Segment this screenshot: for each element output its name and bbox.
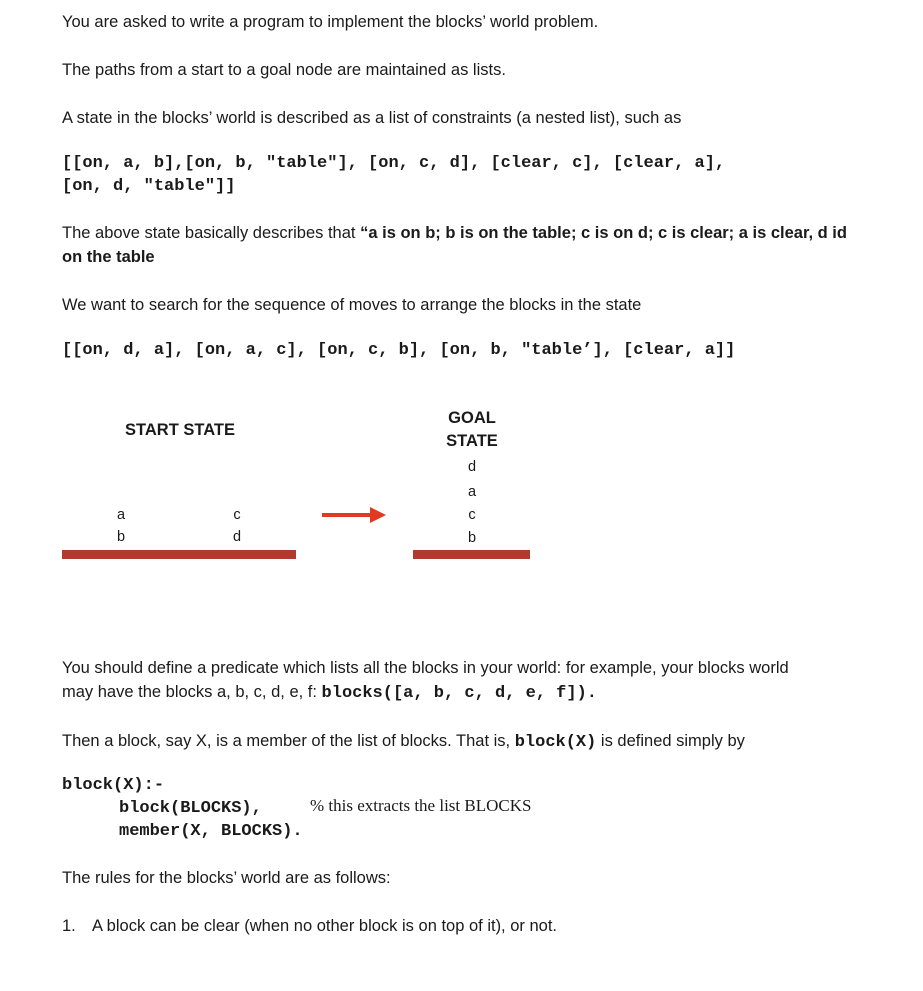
rule-body-2: member(X, BLOCKS). [119,822,303,841]
rule-1-text: A block can be clear (when no other block is on top of it), or not. [92,917,558,935]
goal-block-a: a [467,484,477,500]
predicate-line-2 [62,680,597,706]
paths-paragraph: The paths from a start to a goal node are maintained as lists. [62,61,506,79]
above-state-explanation [62,221,847,245]
start-block-d: d [232,529,242,545]
member-prefix: Then a block, say X, is a member of the list of blocks. That is, [62,732,515,750]
start-table [62,550,296,559]
rule-1-number: 1. [62,917,76,935]
goal-block-c: c [468,507,476,523]
rule-comment: % this extracts the list BLOCKS [310,796,532,815]
blocks-fact-code: blocks([a, b, c, d, e, f]). [321,684,597,703]
goal-label-line-2: STATE [446,432,498,450]
rule-head: block(X):- [62,776,165,795]
above-bold-line-2: on the table [62,248,155,266]
goal-label-line-1: GOAL [448,409,496,427]
member-paragraph [62,729,745,755]
predicate-prefix: may have the blocks a, b, c, d, e, f: [62,683,322,701]
member-suffix: is defined simply by [596,732,745,750]
goal-table [413,550,530,559]
start-block-c: c [233,507,241,523]
search-paragraph: We want to search for the sequence of moves to arrange the blocks in the state [62,296,642,314]
state-code-line-2: [on, d, "table"]] [62,177,236,196]
goal-state-code: [[on, d, a], [on, a, c], [on, c, b], [on, b, "table’], [clear, a]] [62,341,736,360]
state-code-line-1: [[on, a, b],[on, b, "table"], [on, c, d], [clear, c], [clear, a], [62,154,726,173]
goal-block-b: b [467,530,477,546]
above-bold-line-1: “a is on b; b is on the table; c is on d; c is clear; a is clear, d id [360,224,847,242]
start-state-label: START STATE [125,421,235,439]
predicate-line-1: You should define a predicate which lists all the blocks in your world: for example, your blocks world [62,659,789,677]
intro-paragraph: You are asked to write a program to implement the blocks’ world problem. [62,13,599,31]
start-block-a: a [116,507,126,523]
transition-arrow-icon [322,505,388,525]
goal-block-d: d [467,459,477,475]
start-block-b: b [116,529,126,545]
above-prefix: The above state basically describes that [62,224,361,242]
block-x-code: block(X) [514,733,597,752]
rule-body-1: block(BLOCKS), [119,799,262,818]
rules-intro: The rules for the blocks’ world are as follows: [62,869,391,887]
state-description: A state in the blocks’ world is described as a list of constraints (a nested list), such as [62,109,682,127]
